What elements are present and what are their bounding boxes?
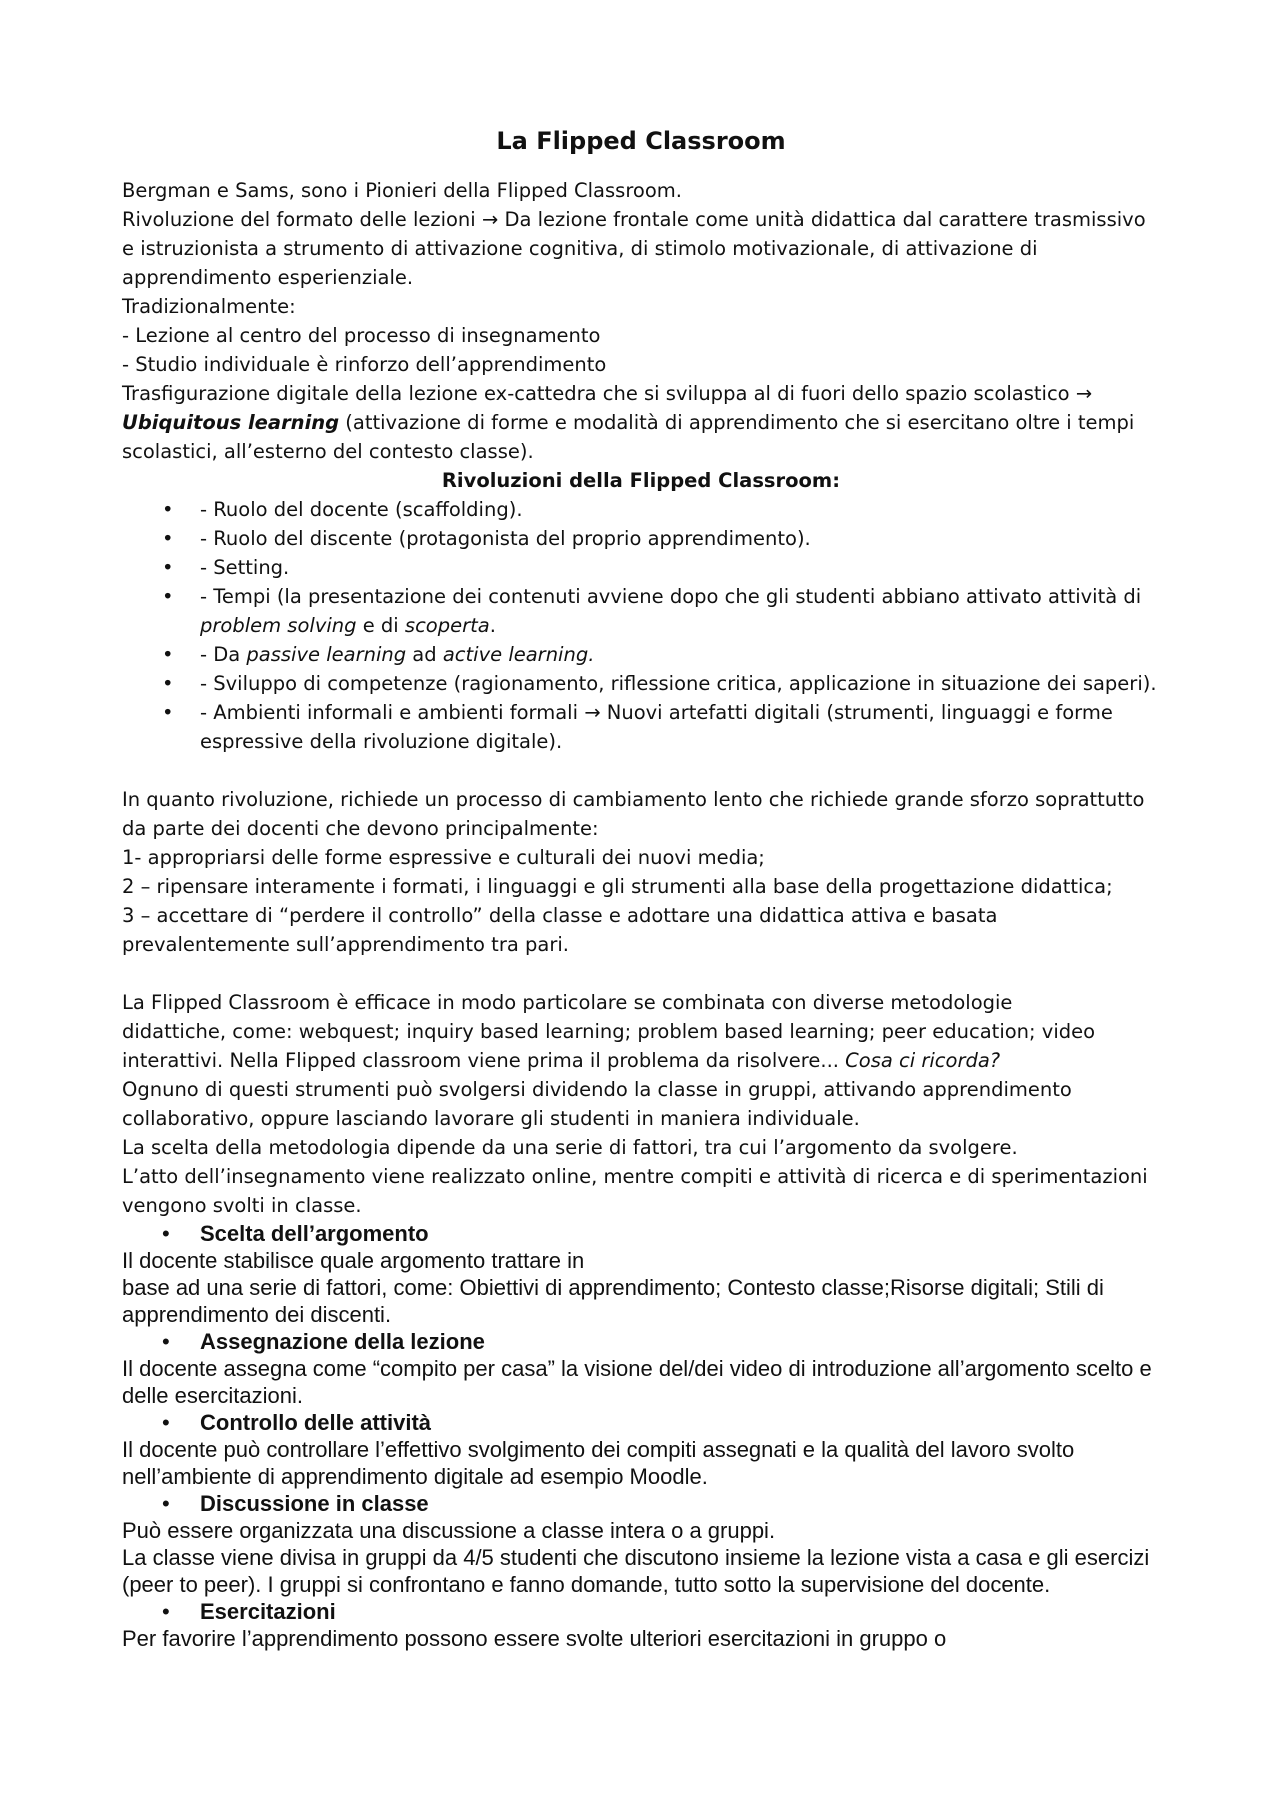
bullet-icon: • <box>162 1329 170 1354</box>
intro-line: Bergman e Sams, sono i Pionieri della Flipped Classroom. <box>122 179 682 202</box>
phase-title: Discussione in classe <box>200 1491 429 1516</box>
list-item-text: - Setting. <box>200 556 290 579</box>
bullet-icon: • <box>162 1491 170 1516</box>
phase-line: base ad una serie di fattori, come: Obiettivi di apprendimento; Contesto classe;Risorse digitali; Stili di apprendimento dei discenti. <box>122 1275 1104 1327</box>
change-line: In quanto rivoluzione, richiede un processo di cambiamento lento che richiede grande sforzo soprattutto da parte dei docenti che devono principalmente: <box>122 788 1145 840</box>
method-line: La scelta della metodologia dipende da una serie di fattori, tra cui l’argomento da svolgere. <box>122 1136 1018 1159</box>
list-item <box>122 495 1160 524</box>
phase-title: Scelta dell’argomento <box>200 1221 429 1246</box>
method-line: Ognuno di questi strumenti può svolgersi dividendo la classe in gruppi, attivando apprendimento collaborativo, oppure lasciando lavorare gli studenti in maniera individuale. <box>122 1078 1072 1130</box>
bullet-icon: • <box>162 701 174 724</box>
bullet-icon: • <box>162 1221 170 1246</box>
method-section <box>122 988 1160 1220</box>
bullet-icon: • <box>162 498 174 521</box>
method-line: La Flipped Classroom è efficace in modo particolare se combinata con diverse metodologie <box>122 991 1013 1014</box>
list-item <box>122 640 1160 669</box>
spacer <box>122 959 1160 988</box>
method-paragraph <box>122 1017 1160 1075</box>
phase-heading <box>122 1409 1160 1436</box>
spacer <box>122 756 1160 785</box>
list-item-italic: problem solving <box>200 614 357 637</box>
phase-title: Esercitazioni <box>200 1599 336 1624</box>
list-item-text: - Sviluppo di competenze (ragionamento, riflessione critica, applicazione in situazione dei saperi). <box>200 672 1157 695</box>
list-item <box>122 669 1160 698</box>
list-item-text: ad <box>406 643 443 666</box>
change-section <box>122 785 1160 959</box>
ubiquitous-term: Ubiquitous learning <box>122 411 340 434</box>
list-item-text: - Ambienti informali e ambienti formali → Nuovi artefatti digitali (strumenti, linguaggi e forme espressive della rivoluzione digitale). <box>200 701 1113 753</box>
bullet-icon: • <box>162 1599 170 1624</box>
phase-heading <box>122 1598 1160 1625</box>
intro-line: Tradizionalmente: <box>122 295 296 318</box>
phase-line: Il docente assegna come “compito per casa” la visione del/dei video di introduzione all’argomento scelto e delle esercitazioni. <box>122 1356 1152 1408</box>
method-line: L’atto dell’insegnamento viene realizzato online, mentre compiti e attività di ricerca e di sperimentazioni vengono svolti in classe. <box>122 1165 1148 1217</box>
phase-line: Il docente stabilisce quale argomento trattare in <box>122 1248 585 1273</box>
phase-line: La classe viene divisa in gruppi da 4/5 studenti che discutono insieme la lezione vista a casa e gli esercizi (peer to peer). I gruppi si confrontano e fanno domande, tutto sotto la supervisione del docente. <box>122 1545 1150 1597</box>
change-line: 1- appropriarsi delle forme espressive e culturali dei nuovi media; <box>122 846 765 869</box>
page-title: La Flipped Classroom <box>496 127 786 155</box>
list-item <box>122 553 1160 582</box>
bullet-icon: • <box>162 1410 170 1435</box>
list-item-text: - Ruolo del discente (protagonista del proprio apprendimento). <box>200 527 811 550</box>
phase-heading <box>122 1490 1160 1517</box>
phase-title: Assegnazione della lezione <box>200 1329 485 1354</box>
change-line: 2 – ripensare interamente i formati, i linguaggi e gli strumenti alla base della progettazione didattica; <box>122 875 1113 898</box>
list-item-text: . <box>489 614 496 637</box>
list-item <box>122 582 1160 640</box>
bullet-icon: • <box>162 556 174 579</box>
intro-line: - Studio individuale è rinforzo dell’apprendimento <box>122 353 607 376</box>
list-item <box>122 698 1160 756</box>
method-text: didattiche, come: webquest; inquiry based learning; problem based learning; peer education; video interattivi. Nella Flipped classroom viene prima il problema da risolvere... <box>122 1020 1096 1072</box>
list-item-italic: passive learning <box>246 643 407 666</box>
phase-heading <box>122 1328 1160 1355</box>
intro-section <box>122 176 1160 466</box>
list-item <box>122 524 1160 553</box>
bullet-icon: • <box>162 585 174 608</box>
phase-line: Può essere organizzata una discussione a classe intera o a gruppi. <box>122 1518 776 1543</box>
list-item-text: - Tempi (la presentazione dei contenuti avviene dopo che gli studenti abbiano attivato attività di <box>200 585 1142 608</box>
bullet-icon: • <box>162 527 174 550</box>
intro-paragraph <box>122 379 1160 466</box>
phase-line: Per favorire l’apprendimento possono essere svolte ulteriori esercitazioni in gruppo o <box>122 1626 947 1651</box>
list-item-text: e di <box>356 614 405 637</box>
method-question: Cosa ci ricorda? <box>845 1049 1001 1072</box>
list-item-text: - Ruolo del docente (scaffolding). <box>200 498 523 521</box>
phase-heading <box>122 1220 1160 1247</box>
phase-line: Il docente può controllare l’effettivo svolgimento dei compiti assegnati e la qualità del lavoro svolto nell’ambiente di apprendimento digitale ad esempio Moodle. <box>122 1437 1075 1489</box>
revolutions-list <box>122 495 1160 756</box>
phase-title: Controllo delle attività <box>200 1410 432 1435</box>
intro-text: Trasfigurazione digitale della lezione ex-cattedra che si sviluppa al di fuori dello spazio scolastico → <box>122 382 1093 405</box>
list-item-text: - Da <box>200 643 247 666</box>
intro-text: (attivazione di forme e modalità di apprendimento che si esercitano oltre i tempi scolastici, all’esterno del contesto classe). <box>122 411 1135 463</box>
bullet-icon: • <box>162 643 174 666</box>
intro-line: - Lezione al centro del processo di insegnamento <box>122 324 601 347</box>
list-item-italic: scoperta <box>404 614 490 637</box>
change-line: 3 – accettare di “perdere il controllo” della classe e adottare una didattica attiva e basata prevalentemente sull’apprendimento tra pari. <box>122 904 998 956</box>
phases-section <box>122 1220 1160 1652</box>
intro-line: Rivoluzione del formato delle lezioni → Da lezione frontale come unità didattica dal carattere trasmissivo e istruzionista a strumento di attivazione cognitiva, di stimolo motivazionale, di attivazione di apprendimento esperienziale. <box>122 208 1146 289</box>
list-item-italic: active learning. <box>442 643 595 666</box>
revolutions-heading: Rivoluzioni della Flipped Classroom: <box>441 469 841 492</box>
bullet-icon: • <box>162 672 174 695</box>
